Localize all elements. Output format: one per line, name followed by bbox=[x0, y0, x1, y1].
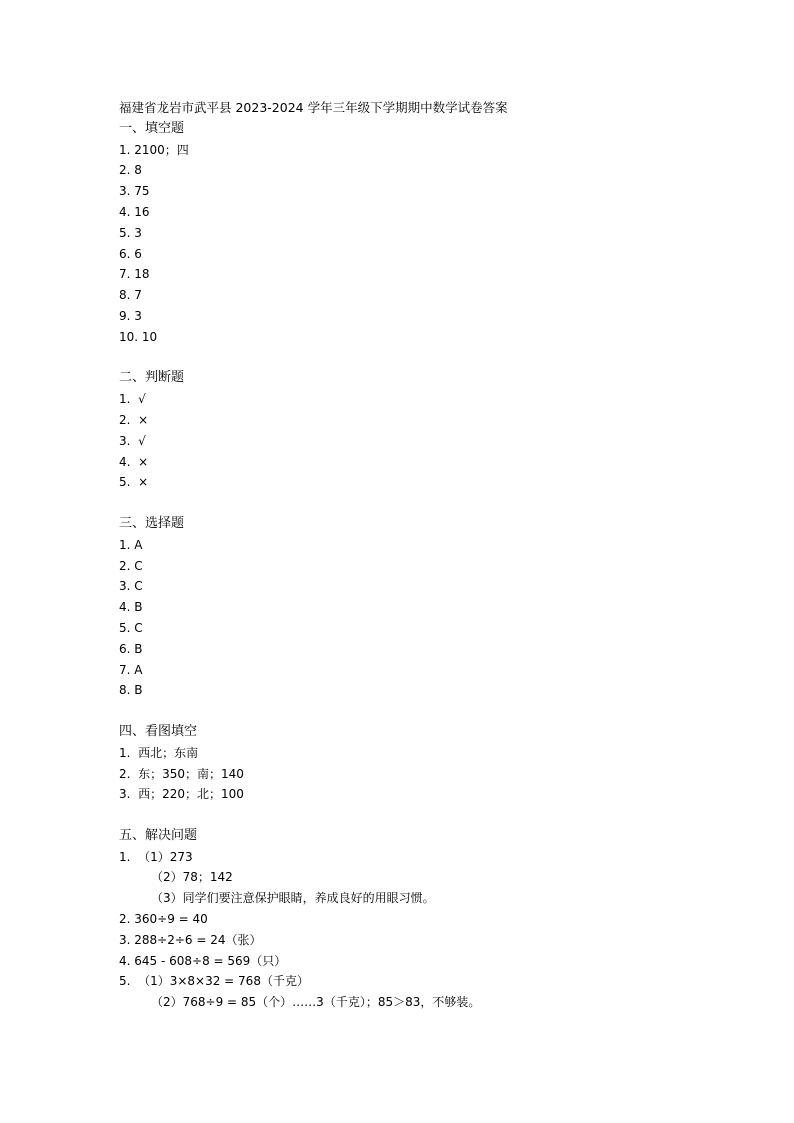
picture-fill-answer-1: 1. 西北；东南 bbox=[119, 745, 199, 760]
fill-blank-answer-8: 8. 7 bbox=[119, 288, 142, 303]
choice-answer-8: 8. B bbox=[119, 683, 143, 698]
section-heading-judge: 二、判断题 bbox=[119, 370, 185, 386]
choice-answer-2: 2. C bbox=[119, 558, 143, 573]
section-heading-solve: 五、解决问题 bbox=[119, 827, 198, 843]
choice-answer-3: 3. C bbox=[119, 579, 143, 594]
solve-answer-4: 4. 645 - 608÷8 = 569（只） bbox=[119, 953, 287, 968]
section-heading-choice: 三、选择题 bbox=[119, 515, 185, 531]
solve-answer-5-part-1: 5. （1）3×8×32 = 768（千克） bbox=[119, 974, 309, 989]
judge-answer-3: 3. √ bbox=[119, 433, 146, 448]
choice-answer-4: 4. B bbox=[119, 600, 143, 615]
solve-answer-5-part-2: （2）768÷9 = 85（个）……3（千克）；85＞83，不够装。 bbox=[151, 995, 481, 1010]
fill-blank-answer-6: 6. 6 bbox=[119, 246, 142, 261]
fill-blank-answer-9: 9. 3 bbox=[119, 308, 142, 323]
section-spacer bbox=[119, 701, 739, 722]
section-heading-picture-fill: 四、看图填空 bbox=[119, 723, 198, 739]
solve-answer-1-part-3: （3）同学们要注意保护眼睛，养成良好的用眼习惯。 bbox=[151, 891, 435, 906]
fill-blank-answer-5: 5. 3 bbox=[119, 225, 142, 240]
judge-answer-1: 1. √ bbox=[119, 392, 146, 407]
judge-answer-2: 2. × bbox=[119, 412, 149, 427]
picture-fill-answer-3: 3. 西；220；北；100 bbox=[119, 787, 244, 802]
section-spacer bbox=[119, 805, 739, 826]
fill-blank-answer-7: 7. 18 bbox=[119, 267, 150, 282]
choice-answer-1: 1. A bbox=[119, 537, 143, 552]
choice-answer-7: 7. A bbox=[119, 662, 143, 677]
judge-answer-4: 4. × bbox=[119, 454, 149, 469]
choice-answer-6: 6. B bbox=[119, 641, 143, 656]
document-title: 福建省龙岩市武平县 2023-2024 学年三年级下学期期中数学试卷答案 bbox=[119, 100, 508, 115]
choice-answer-5: 5. C bbox=[119, 620, 143, 635]
solve-answer-3: 3. 288÷2÷6 = 24（张） bbox=[119, 932, 262, 947]
section-spacer bbox=[119, 493, 739, 514]
fill-blank-answer-2: 2. 8 bbox=[119, 163, 142, 178]
answer-content bbox=[119, 98, 739, 1013]
solve-answer-1-part-1: 1. （1）273 bbox=[119, 849, 193, 864]
solve-answer-2: 2. 360÷9 = 40 bbox=[119, 912, 208, 927]
fill-blank-answer-10: 10. 10 bbox=[119, 329, 158, 344]
solve-answer-1-part-2: （2）78；142 bbox=[151, 870, 233, 885]
fill-blank-answer-1: 1. 2100；四 bbox=[119, 142, 189, 157]
fill-blank-answer-4: 4. 16 bbox=[119, 204, 150, 219]
judge-answer-5: 5. × bbox=[119, 475, 149, 490]
section-heading-fill-blank: 一、填空题 bbox=[119, 120, 185, 136]
picture-fill-answer-2: 2. 东；350；南；140 bbox=[119, 766, 244, 781]
section-spacer bbox=[119, 348, 739, 369]
fill-blank-answer-3: 3. 75 bbox=[119, 184, 150, 199]
